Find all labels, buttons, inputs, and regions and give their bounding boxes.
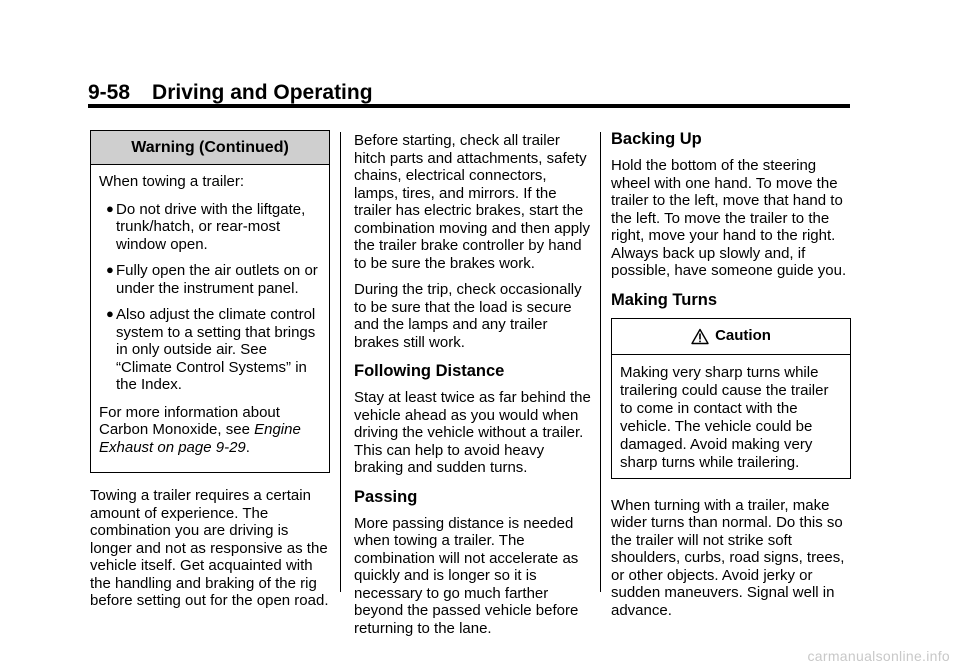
caution-text: Making very sharp turns while trailering could cause the trailer to come in contact with the vehicle. The vehicle could be damaged. Avoid making very sharp turns while trailering.: [620, 363, 829, 471]
column-1: [90, 130, 330, 619]
passing-paragraph: More passing distance is needed when towing a trailer. The combination will not accelerate as quickly and is longer so it is necessary to go much farther beyond the passed vehicle before returning to the lane.: [354, 514, 579, 637]
making-turns-paragraph: When turning with a trailer, make wider turns than normal. Do this so the trailer will not strike soft shoulders, curbs, road signs, trees, or other objects. Avoid jerky or sudden maneuvers. Signal well in advance.: [611, 496, 845, 619]
warning-bullet: ● Do not drive with the liftgate, trunk/hatch, or rear-most window open.: [106, 200, 306, 253]
passing-heading: Passing: [354, 487, 418, 506]
engine-exhaust-link[interactable]: Engine Exhaust on page 9-29: [99, 421, 301, 456]
caution-header: [612, 319, 850, 355]
during-trip-paragraph: During the trip, check occasionally to be sure that the load is secure and the lamps and any trailer brakes still work.: [354, 281, 582, 351]
caution-body: [612, 355, 850, 478]
towing-experience-paragraph: Towing a trailer requires a certain amount of experience. The combination you are driving is longer and not as responsive as the vehicle itself. Get acquainted with the handling and braking of the rig before setting out for the open road.: [90, 487, 329, 609]
column-2: [354, 132, 594, 646]
warning-bullet: ● Fully open the air outlets on or under the instrument panel.: [106, 262, 318, 297]
backing-up-paragraph: Hold the bottom of the steering wheel with one hand. To move the trailer to the left, move that hand to the left. To move the trailer to the right, move your hand to the right. Always back up slowly and, if possible, have someone guide you.: [611, 157, 847, 279]
caution-icon: [691, 328, 709, 345]
warning-intro: When towing a trailer:: [99, 173, 245, 190]
bullet-icon: ●: [106, 262, 114, 277]
before-starting-paragraph: Before starting, check all trailer hitch parts and attachments, safety chains, electrical connectors, lamps, tires, and mirrors. If the trailer has electric brakes, start the combination moving and then apply the trailer brake controller by hand to be sure the brakes work.: [354, 132, 590, 272]
making-turns-heading: Making Turns: [611, 290, 718, 309]
bullet-icon: ●: [106, 200, 114, 216]
warning-box: [90, 130, 330, 473]
caution-title: Caution: [715, 327, 771, 345]
column-divider-1: [340, 132, 341, 592]
section-title: Driving and Operating: [152, 81, 373, 104]
watermark: carmanualsonline.info: [807, 648, 950, 664]
header-rule: [88, 104, 850, 108]
column-divider-2: [600, 132, 601, 592]
bullet-icon: ●: [106, 306, 114, 321]
warning-body: [91, 165, 329, 472]
warning-bullets: [99, 201, 321, 394]
following-distance-paragraph: Stay at least twice as far behind the vehicle ahead as you would when driving the vehicle without a trailer. This can help to avoid heavy braking and sudden turns.: [354, 389, 591, 476]
caution-box: [611, 318, 851, 479]
backing-up-heading: Backing Up: [611, 130, 702, 148]
column-3: [611, 129, 851, 628]
following-distance-heading: Following Distance: [354, 362, 505, 380]
warning-title: Warning (Continued): [91, 131, 329, 165]
warning-bullet: ● Also adjust the climate control system to a setting that brings in only outside air. See “Climate Control Systems” in the Index.: [106, 306, 316, 393]
warning-outro: For more information about Carbon Monoxide, see Engine Exhaust on page 9-29.: [99, 403, 301, 456]
page-header: [88, 80, 373, 106]
page-number: 9-58: [88, 81, 131, 104]
